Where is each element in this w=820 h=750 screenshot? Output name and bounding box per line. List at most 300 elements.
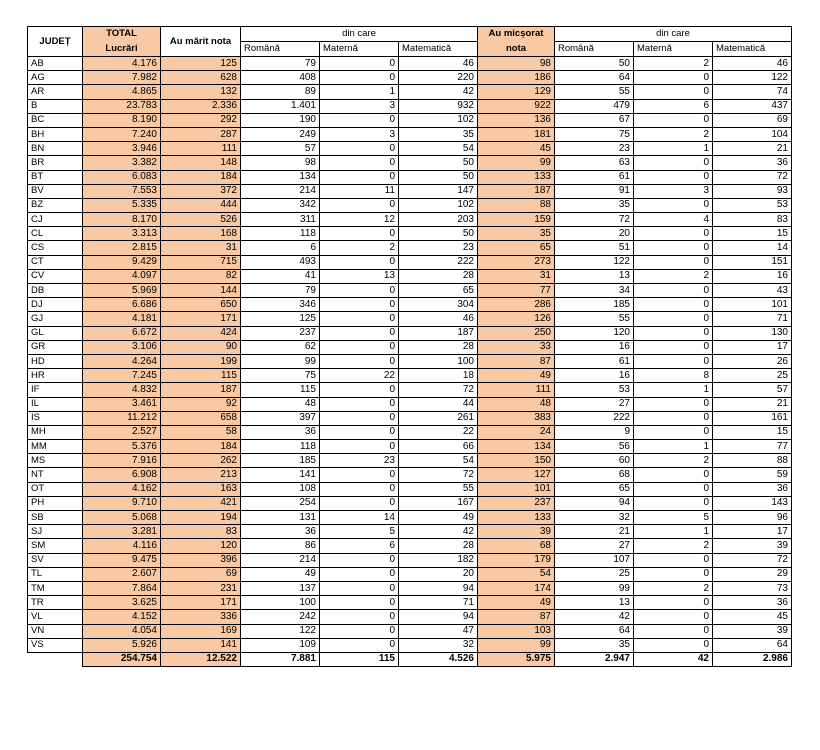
cell-micsorat: 49 xyxy=(478,369,555,383)
table-row xyxy=(28,468,792,482)
table-row xyxy=(28,553,792,567)
cell-marit-materna: 0 xyxy=(320,354,399,368)
cell-marit: 424 xyxy=(161,326,241,340)
cell-judet: AR xyxy=(28,85,83,99)
table-row xyxy=(28,184,792,198)
cell-micsorat: 159 xyxy=(478,213,555,227)
cell-marit-materna: 0 xyxy=(320,496,399,510)
cell-micsorat-matematica: 71 xyxy=(713,312,792,326)
cell-marit-matematica: 182 xyxy=(399,553,478,567)
cell-marit: 168 xyxy=(161,227,241,241)
cell-micsorat-materna: 4 xyxy=(634,213,713,227)
cell-micsorat-romana: 53 xyxy=(555,383,634,397)
cell-micsorat-romana: 222 xyxy=(555,411,634,425)
cell-marit: 144 xyxy=(161,284,241,298)
cell-micsorat: 33 xyxy=(478,340,555,354)
cell-micsorat-matematica: 53 xyxy=(713,198,792,212)
cell-judet: BV xyxy=(28,184,83,198)
cell-marit: 658 xyxy=(161,411,241,425)
cell-total: 8.190 xyxy=(83,113,161,127)
cell-micsorat-romana: 94 xyxy=(555,496,634,510)
cell-marit-romana: 79 xyxy=(241,284,320,298)
header-marit: Au mărit nota xyxy=(161,27,241,57)
table-row xyxy=(28,581,792,595)
cell-micsorat: 35 xyxy=(478,227,555,241)
cell-total: 7.245 xyxy=(83,369,161,383)
cell-micsorat-matematica: 101 xyxy=(713,298,792,312)
cell-micsorat: 186 xyxy=(478,71,555,85)
cell-micsorat-materna: 0 xyxy=(634,596,713,610)
cell-marit-matematica: 50 xyxy=(399,227,478,241)
cell-marit-matematica: 261 xyxy=(399,411,478,425)
cell-marit-romana: 86 xyxy=(241,539,320,553)
cell-micsorat: 187 xyxy=(478,184,555,198)
cell-micsorat-romana: 56 xyxy=(555,440,634,454)
cell-micsorat-romana: 75 xyxy=(555,127,634,141)
cell-micsorat: 273 xyxy=(478,255,555,269)
cell-marit: 526 xyxy=(161,213,241,227)
cell-marit: 184 xyxy=(161,170,241,184)
cell-micsorat-romana: 185 xyxy=(555,298,634,312)
cell-marit-materna: 0 xyxy=(320,482,399,496)
cell-marit-romana: 41 xyxy=(241,269,320,283)
cell-marit-romana: 99 xyxy=(241,354,320,368)
cell-micsorat: 48 xyxy=(478,397,555,411)
cell-micsorat-romana: 68 xyxy=(555,468,634,482)
cell-judet: BN xyxy=(28,142,83,156)
totals-row xyxy=(28,652,792,666)
total-marit: 12.522 xyxy=(161,652,241,666)
table-row xyxy=(28,71,792,85)
cell-judet: OT xyxy=(28,482,83,496)
table-row xyxy=(28,369,792,383)
cell-micsorat-romana: 35 xyxy=(555,638,634,652)
cell-marit-materna: 0 xyxy=(320,340,399,354)
cell-marit-romana: 36 xyxy=(241,525,320,539)
cell-total: 3.946 xyxy=(83,142,161,156)
cell-micsorat-matematica: 26 xyxy=(713,354,792,368)
cell-marit-materna: 0 xyxy=(320,312,399,326)
cell-marit-romana: 48 xyxy=(241,397,320,411)
cell-total: 4.097 xyxy=(83,269,161,283)
cell-micsorat: 111 xyxy=(478,383,555,397)
cell-micsorat: 39 xyxy=(478,525,555,539)
cell-marit-matematica: 46 xyxy=(399,312,478,326)
cell-marit-romana: 36 xyxy=(241,425,320,439)
cell-micsorat-matematica: 69 xyxy=(713,113,792,127)
cell-micsorat: 181 xyxy=(478,127,555,141)
table-row xyxy=(28,170,792,184)
cell-marit-materna: 0 xyxy=(320,624,399,638)
cell-total: 4.152 xyxy=(83,610,161,624)
cell-marit-romana: 493 xyxy=(241,255,320,269)
cell-marit-matematica: 20 xyxy=(399,567,478,581)
cell-micsorat: 136 xyxy=(478,113,555,127)
cell-total: 2.607 xyxy=(83,567,161,581)
cell-micsorat-materna: 0 xyxy=(634,284,713,298)
cell-marit-romana: 118 xyxy=(241,440,320,454)
cell-marit-romana: 98 xyxy=(241,156,320,170)
cell-marit-romana: 242 xyxy=(241,610,320,624)
cell-micsorat-matematica: 14 xyxy=(713,241,792,255)
cell-micsorat-romana: 60 xyxy=(555,454,634,468)
cell-micsorat-romana: 479 xyxy=(555,99,634,113)
cell-micsorat: 174 xyxy=(478,581,555,595)
cell-marit-materna: 23 xyxy=(320,454,399,468)
cell-marit-matematica: 44 xyxy=(399,397,478,411)
cell-marit-romana: 408 xyxy=(241,71,320,85)
table-row xyxy=(28,397,792,411)
cell-marit: 125 xyxy=(161,57,241,71)
cell-marit-romana: 134 xyxy=(241,170,320,184)
cell-micsorat: 922 xyxy=(478,99,555,113)
cell-micsorat: 88 xyxy=(478,198,555,212)
cell-micsorat-romana: 55 xyxy=(555,312,634,326)
cell-marit: 58 xyxy=(161,425,241,439)
cell-marit-materna: 0 xyxy=(320,468,399,482)
cell-micsorat-materna: 0 xyxy=(634,411,713,425)
cell-marit-materna: 0 xyxy=(320,397,399,411)
header-romana-2: Română xyxy=(555,42,634,57)
cell-marit-romana: 100 xyxy=(241,596,320,610)
table-row xyxy=(28,482,792,496)
cell-marit-romana: 137 xyxy=(241,581,320,595)
cell-micsorat-materna: 0 xyxy=(634,241,713,255)
cell-marit-romana: 49 xyxy=(241,567,320,581)
header-judet: JUDEȚ xyxy=(28,27,83,57)
cell-marit-romana: 57 xyxy=(241,142,320,156)
cell-marit-materna: 2 xyxy=(320,241,399,255)
cell-marit-materna: 0 xyxy=(320,425,399,439)
cell-marit-romana: 342 xyxy=(241,198,320,212)
cell-micsorat: 127 xyxy=(478,468,555,482)
cell-marit-matematica: 54 xyxy=(399,454,478,468)
cell-marit-romana: 237 xyxy=(241,326,320,340)
cell-micsorat: 87 xyxy=(478,354,555,368)
cell-micsorat-matematica: 161 xyxy=(713,411,792,425)
table-row xyxy=(28,511,792,525)
cell-marit-matematica: 203 xyxy=(399,213,478,227)
table-row xyxy=(28,85,792,99)
cell-micsorat-romana: 13 xyxy=(555,596,634,610)
cell-micsorat-matematica: 130 xyxy=(713,326,792,340)
cell-micsorat-romana: 34 xyxy=(555,284,634,298)
total-micsorat: 5.975 xyxy=(478,652,555,666)
cell-marit-materna: 1 xyxy=(320,85,399,99)
cell-marit-matematica: 222 xyxy=(399,255,478,269)
cell-micsorat-materna: 3 xyxy=(634,184,713,198)
cell-micsorat-romana: 64 xyxy=(555,624,634,638)
cell-micsorat-materna: 0 xyxy=(634,85,713,99)
cell-judet: BC xyxy=(28,113,83,127)
header-row-top xyxy=(28,27,792,42)
cell-marit-matematica: 23 xyxy=(399,241,478,255)
cell-micsorat: 133 xyxy=(478,170,555,184)
cell-micsorat-materna: 0 xyxy=(634,397,713,411)
cell-total: 4.116 xyxy=(83,539,161,553)
cell-marit: 421 xyxy=(161,496,241,510)
cell-marit-matematica: 22 xyxy=(399,425,478,439)
cell-marit: 2.336 xyxy=(161,99,241,113)
cell-total: 5.376 xyxy=(83,440,161,454)
cell-marit-materna: 3 xyxy=(320,99,399,113)
cell-judet: MM xyxy=(28,440,83,454)
results-table xyxy=(27,26,792,667)
cell-marit-matematica: 50 xyxy=(399,170,478,184)
cell-micsorat-romana: 32 xyxy=(555,511,634,525)
cell-marit-matematica: 187 xyxy=(399,326,478,340)
cell-marit: 187 xyxy=(161,383,241,397)
cell-marit-matematica: 55 xyxy=(399,482,478,496)
cell-judet: SB xyxy=(28,511,83,525)
cell-micsorat-romana: 91 xyxy=(555,184,634,198)
cell-micsorat: 45 xyxy=(478,142,555,156)
cell-marit-matematica: 47 xyxy=(399,624,478,638)
cell-marit-romana: 346 xyxy=(241,298,320,312)
cell-marit: 148 xyxy=(161,156,241,170)
cell-micsorat-matematica: 36 xyxy=(713,596,792,610)
table-row xyxy=(28,156,792,170)
cell-total: 3.382 xyxy=(83,156,161,170)
cell-micsorat-romana: 120 xyxy=(555,326,634,340)
cell-total: 5.969 xyxy=(83,284,161,298)
cell-micsorat-materna: 2 xyxy=(634,581,713,595)
cell-total: 11.212 xyxy=(83,411,161,425)
cell-marit-matematica: 72 xyxy=(399,383,478,397)
cell-total: 9.710 xyxy=(83,496,161,510)
cell-micsorat-romana: 64 xyxy=(555,71,634,85)
cell-marit-materna: 0 xyxy=(320,57,399,71)
cell-marit-matematica: 46 xyxy=(399,57,478,71)
cell-judet: DB xyxy=(28,284,83,298)
cell-total: 5.335 xyxy=(83,198,161,212)
cell-marit: 372 xyxy=(161,184,241,198)
cell-marit-matematica: 42 xyxy=(399,525,478,539)
cell-micsorat: 24 xyxy=(478,425,555,439)
cell-marit-romana: 254 xyxy=(241,496,320,510)
cell-micsorat-matematica: 437 xyxy=(713,99,792,113)
table-row xyxy=(28,496,792,510)
table-row xyxy=(28,624,792,638)
cell-marit: 194 xyxy=(161,511,241,525)
table-row xyxy=(28,539,792,553)
cell-marit-materna: 0 xyxy=(320,142,399,156)
table-row xyxy=(28,241,792,255)
cell-micsorat-romana: 61 xyxy=(555,354,634,368)
cell-micsorat-materna: 8 xyxy=(634,369,713,383)
cell-micsorat-romana: 107 xyxy=(555,553,634,567)
cell-marit: 715 xyxy=(161,255,241,269)
cell-micsorat-matematica: 88 xyxy=(713,454,792,468)
cell-marit: 171 xyxy=(161,596,241,610)
cell-marit-romana: 185 xyxy=(241,454,320,468)
table-row xyxy=(28,213,792,227)
cell-marit-romana: 122 xyxy=(241,624,320,638)
cell-micsorat-materna: 2 xyxy=(634,57,713,71)
cell-marit: 213 xyxy=(161,468,241,482)
cell-micsorat-materna: 1 xyxy=(634,383,713,397)
cell-marit-matematica: 220 xyxy=(399,71,478,85)
cell-micsorat-matematica: 16 xyxy=(713,269,792,283)
table-body xyxy=(28,57,792,653)
cell-total: 4.162 xyxy=(83,482,161,496)
cell-marit-materna: 0 xyxy=(320,255,399,269)
cell-micsorat-romana: 122 xyxy=(555,255,634,269)
cell-micsorat-materna: 0 xyxy=(634,553,713,567)
header-romana-1: Română xyxy=(241,42,320,57)
cell-judet: CS xyxy=(28,241,83,255)
cell-marit: 31 xyxy=(161,241,241,255)
cell-marit-materna: 0 xyxy=(320,638,399,652)
cell-marit-materna: 0 xyxy=(320,284,399,298)
cell-total: 4.264 xyxy=(83,354,161,368)
cell-micsorat-materna: 0 xyxy=(634,113,713,127)
cell-marit-matematica: 54 xyxy=(399,142,478,156)
cell-micsorat-matematica: 122 xyxy=(713,71,792,85)
cell-micsorat-matematica: 17 xyxy=(713,340,792,354)
cell-total: 5.068 xyxy=(83,511,161,525)
table-row xyxy=(28,454,792,468)
cell-micsorat-matematica: 83 xyxy=(713,213,792,227)
cell-micsorat: 87 xyxy=(478,610,555,624)
cell-micsorat-materna: 0 xyxy=(634,312,713,326)
table-row xyxy=(28,298,792,312)
cell-judet: CT xyxy=(28,255,83,269)
cell-micsorat: 383 xyxy=(478,411,555,425)
cell-marit-romana: 249 xyxy=(241,127,320,141)
cell-total: 5.926 xyxy=(83,638,161,652)
cell-judet: IL xyxy=(28,397,83,411)
cell-micsorat-matematica: 36 xyxy=(713,156,792,170)
cell-total: 23.783 xyxy=(83,99,161,113)
cell-marit: 163 xyxy=(161,482,241,496)
table-row xyxy=(28,567,792,581)
cell-marit-romana: 190 xyxy=(241,113,320,127)
table-row xyxy=(28,596,792,610)
cell-micsorat: 237 xyxy=(478,496,555,510)
cell-total: 6.908 xyxy=(83,468,161,482)
table-row xyxy=(28,638,792,652)
cell-micsorat-romana: 99 xyxy=(555,581,634,595)
table-row xyxy=(28,326,792,340)
cell-micsorat-materna: 0 xyxy=(634,610,713,624)
cell-micsorat-materna: 0 xyxy=(634,255,713,269)
cell-micsorat-materna: 0 xyxy=(634,227,713,241)
cell-micsorat-romana: 25 xyxy=(555,567,634,581)
header-din-care-1: din care xyxy=(241,27,478,42)
cell-judet: GL xyxy=(28,326,83,340)
cell-marit-romana: 214 xyxy=(241,553,320,567)
cell-marit-matematica: 932 xyxy=(399,99,478,113)
total-marit-romana: 7.881 xyxy=(241,652,320,666)
cell-micsorat-materna: 0 xyxy=(634,298,713,312)
cell-micsorat-materna: 0 xyxy=(634,326,713,340)
cell-marit-matematica: 50 xyxy=(399,156,478,170)
cell-marit-materna: 3 xyxy=(320,127,399,141)
cell-micsorat-romana: 16 xyxy=(555,369,634,383)
cell-total: 4.832 xyxy=(83,383,161,397)
cell-micsorat-matematica: 96 xyxy=(713,511,792,525)
cell-total: 4.176 xyxy=(83,57,161,71)
header-matematica-1: Matematică xyxy=(399,42,478,57)
cell-micsorat-matematica: 73 xyxy=(713,581,792,595)
cell-marit-matematica: 35 xyxy=(399,127,478,141)
cell-micsorat-matematica: 72 xyxy=(713,170,792,184)
cell-micsorat: 65 xyxy=(478,241,555,255)
cell-judet: SJ xyxy=(28,525,83,539)
cell-judet: BZ xyxy=(28,198,83,212)
cell-marit-materna: 12 xyxy=(320,213,399,227)
cell-micsorat-romana: 50 xyxy=(555,57,634,71)
cell-marit-matematica: 102 xyxy=(399,113,478,127)
cell-micsorat: 179 xyxy=(478,553,555,567)
cell-judet: TM xyxy=(28,581,83,595)
cell-judet: VL xyxy=(28,610,83,624)
cell-micsorat-materna: 0 xyxy=(634,71,713,85)
cell-marit: 287 xyxy=(161,127,241,141)
cell-micsorat-matematica: 25 xyxy=(713,369,792,383)
cell-total: 2.815 xyxy=(83,241,161,255)
cell-marit: 90 xyxy=(161,340,241,354)
cell-judet: IF xyxy=(28,383,83,397)
cell-marit: 171 xyxy=(161,312,241,326)
cell-micsorat-materna: 0 xyxy=(634,170,713,184)
cell-micsorat-matematica: 43 xyxy=(713,284,792,298)
cell-marit: 120 xyxy=(161,539,241,553)
cell-marit: 262 xyxy=(161,454,241,468)
cell-micsorat-matematica: 57 xyxy=(713,383,792,397)
cell-micsorat-materna: 0 xyxy=(634,354,713,368)
cell-micsorat-matematica: 15 xyxy=(713,227,792,241)
cell-total: 7.982 xyxy=(83,71,161,85)
cell-marit-romana: 79 xyxy=(241,57,320,71)
cell-micsorat-matematica: 45 xyxy=(713,610,792,624)
cell-micsorat-materna: 1 xyxy=(634,142,713,156)
cell-marit-matematica: 28 xyxy=(399,269,478,283)
cell-marit: 444 xyxy=(161,198,241,212)
cell-total: 7.240 xyxy=(83,127,161,141)
cell-marit-romana: 141 xyxy=(241,468,320,482)
cell-micsorat-materna: 1 xyxy=(634,525,713,539)
cell-micsorat: 126 xyxy=(478,312,555,326)
cell-total: 7.916 xyxy=(83,454,161,468)
cell-marit-matematica: 66 xyxy=(399,440,478,454)
cell-marit-materna: 0 xyxy=(320,411,399,425)
cell-judet: BT xyxy=(28,170,83,184)
cell-marit: 396 xyxy=(161,553,241,567)
cell-micsorat-materna: 0 xyxy=(634,425,713,439)
table-row xyxy=(28,354,792,368)
cell-marit-romana: 131 xyxy=(241,511,320,525)
cell-micsorat-matematica: 39 xyxy=(713,539,792,553)
cell-marit-materna: 6 xyxy=(320,539,399,553)
cell-marit-materna: 5 xyxy=(320,525,399,539)
cell-marit-romana: 109 xyxy=(241,638,320,652)
cell-marit: 169 xyxy=(161,624,241,638)
header-materna-1: Maternă xyxy=(320,42,399,57)
header-total-line1: TOTAL xyxy=(83,27,161,42)
cell-marit-matematica: 32 xyxy=(399,638,478,652)
cell-judet: HR xyxy=(28,369,83,383)
cell-judet: HD xyxy=(28,354,83,368)
table-row xyxy=(28,142,792,156)
cell-marit-matematica: 28 xyxy=(399,340,478,354)
cell-micsorat-matematica: 72 xyxy=(713,553,792,567)
cell-marit-romana: 62 xyxy=(241,340,320,354)
cell-judet: DJ xyxy=(28,298,83,312)
cell-judet: AG xyxy=(28,71,83,85)
cell-total: 7.553 xyxy=(83,184,161,198)
